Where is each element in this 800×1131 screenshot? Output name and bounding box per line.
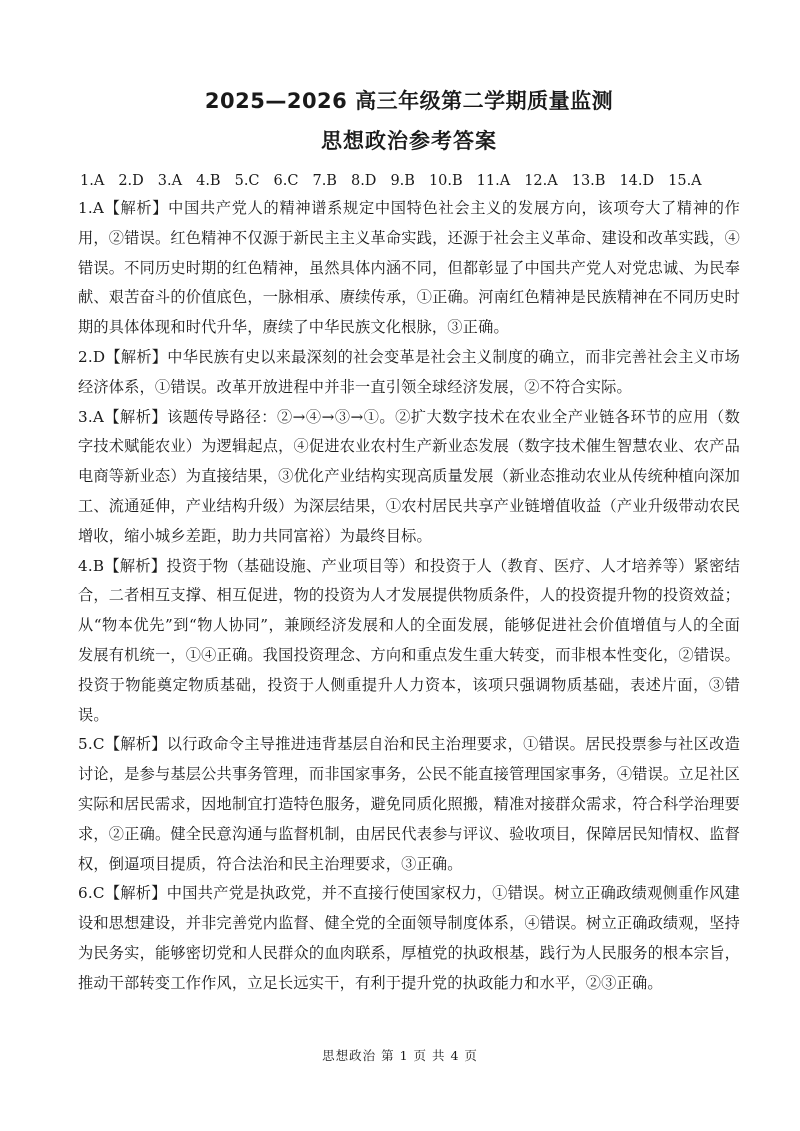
answer-key-item: 13.B (571, 173, 606, 189)
explanation-paragraph (78, 343, 740, 403)
explanation-head: 6.C【解析】 (78, 884, 167, 903)
explanation-text: 该题传导路径：②→④→③→①。②扩大数字技术在农业全产业链各环节的应用（数字技术赋能农业）为逻辑起点，④促进农业农村生产新业态发展（数字技术催生智慧农业、农产品电商等新业态）为直接结果，③优化产业结构实现高质量发展（新业态推动农业从传统种植向深加工、流通延伸，产业结构升级）为深层结果，①农村居民共享产业链增值收益（产业升级带动农民增收，缩小城乡差距，助力共同富裕）为最终目标。 (78, 407, 741, 545)
explanation-paragraph (78, 552, 740, 731)
document-title: 2025—2026 高三年级第二学期质量监测 (204, 89, 614, 113)
explanation-text: 中国共产党是执政党，并不直接行使国家权力，①错误。树立正确政绩观侧重作风建设和思想建设，并非完善党内监督、健全党的全面领导制度体系，④错误。树立正确政绩观，坚持为民务实，能够密切党和人民群众的血肉联系，厚植党的执政根基，践行为人民服务的根本宗旨，推动干部转变工作作风，立足长远实干，有利于提升党的执政能力和水平，②③正确。 (78, 884, 740, 992)
answer-key-item: 5.C (234, 173, 260, 189)
answer-key-item: 9.B (390, 173, 415, 189)
document-subtitle: 思想政治参考答案 (321, 129, 497, 153)
explanation-text: 中国共产党人的精神谱系规定中国特色社会主义的发展方向，该项夸大了精神的作用，②错误。红色精神不仅源于新民主主义革命实践，还源于社会主义革命、建设和改革实践，④错误。不同历史时期的红色精神，虽然具体内涵不同，但都彰显了中国共产党人对党忠诚、为民奉献、艰苦奋斗的价值底色，一脉相承、赓续传承，①正确。河南红色精神是民族精神在不同历史时期的具体体现和时代升华，赓续了中华民族文化根脉，③正确。 (78, 199, 741, 337)
answer-key-item: 3.A (157, 173, 183, 189)
explanation-paragraph (78, 194, 740, 343)
answer-key-item: 14.D (619, 173, 655, 189)
answer-key-item: 12.A (524, 173, 558, 189)
answer-key-item: 2.D (118, 173, 144, 189)
page-footer: 思想政治 第 1 页 共 4 页 (322, 1048, 478, 1063)
answer-key-item: 10.B (428, 173, 463, 189)
explanation-head: 3.A【解析】 (78, 407, 168, 426)
answer-key-item: 6.C (273, 173, 299, 189)
explanation-text: 投资于物（基础设施、产业项目等）和投资于人（教育、医疗、人才培养等）紧密结合，二者相互支撑、相互促进，物的投资为人才发展提供物质条件，人的投资提升物的投资效益；从“物本优先”到“物人协同”，兼顾经济发展和人的全面发展，能够促进社会价值增值与人的全面发展有机统一，①④正确。我国投资理念、方向和重点发生重大转变，而非根本性变化，②错误。投资于物能奠定物质基础，投资于人侧重提升人力资本，该项只强调物质基础，表述片面，③错误。 (78, 556, 740, 724)
explanation-head: 4.B【解析】 (78, 556, 167, 575)
explanation-head: 2.D【解析】 (78, 347, 168, 366)
explanation-text: 以行政命令主导推进违背基层自治和民主治理要求，①错误。居民投票参与社区改造讨论，是参与基层公共事务管理，而非国家事务，公民不能直接管理国家事务，④错误。立足社区实际和居民需求，因地制宜打造特色服务，避免同质化照搬，精准对接群众需求，符合科学治理要求，②正确。健全民意沟通与监督机制，由居民代表参与评议、验收项目，保障居民知情权、监督权，倒逼项目提质，符合法治和民主治理要求，③正确。 (78, 735, 740, 873)
explanation-head: 5.C【解析】 (78, 735, 167, 754)
answer-key-item: 1.A (80, 173, 105, 189)
answer-key-item: 11.A (476, 173, 511, 189)
explanation-text: 中华民族有史以来最深刻的社会变革是社会主义制度的确立，而非完善社会主义市场经济体系，①错误。改革开放进程中并非一直引领全球经济发展，②不符合实际。 (78, 347, 740, 396)
explanation-paragraph (78, 403, 740, 552)
explanation-head: 1.A【解析】 (78, 199, 169, 217)
answer-key-item: 8.D (350, 173, 377, 189)
answer-key-item: 15.A (668, 173, 702, 189)
answer-key-item: 4.B (196, 173, 221, 189)
answer-key-row (80, 168, 740, 194)
explanation-paragraph (78, 879, 740, 998)
answer-key-item: 7.B (312, 173, 337, 189)
explanation-paragraph (78, 730, 740, 879)
